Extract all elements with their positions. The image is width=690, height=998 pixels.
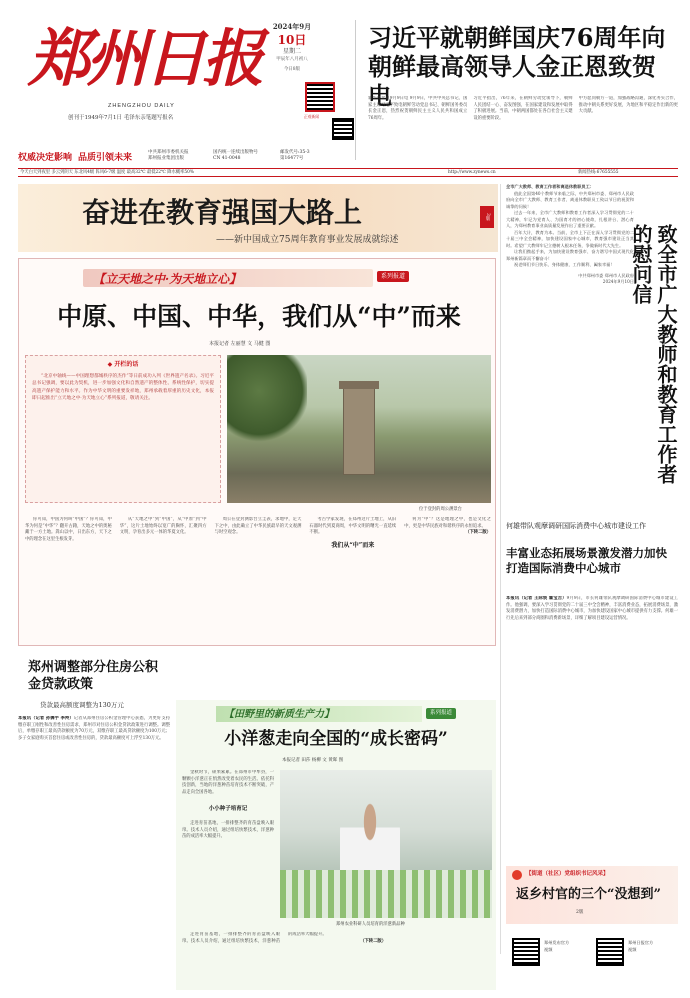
feature-paragraph: 何为“中”？这是地理之中，也是文化之中，更是中华民族对和谐秩序的永恒追求。 [404, 517, 491, 529]
party-tag: 【街道（社区）党组织书记风采】 [526, 871, 609, 877]
onion-paragraph: 走进育苗基地，一排排整齐的育苗盘映入眼帘。技术人员介绍，通过组培快繁技术，洋葱种苗的成活率大幅提升。 [182, 821, 274, 840]
letter-paragraph: 百年大计，教育为本。当前，全市上下正在深入学习贯彻党的二十届三中全会精神，加快建设国家中心城市，教育强市建设正当其时。希望广大教师牢记立德树人根本任务，争做新时代大先生。 [506, 229, 634, 248]
letter-headline[interactable]: 致全市广大教师和教育工作者的慰问信 [629, 224, 678, 484]
countryside-tag-bar [216, 706, 422, 722]
feature-box [18, 258, 496, 646]
slogan: 权威决定影响 [18, 153, 73, 163]
banner-title: 奋进在教育强国大路上 [82, 196, 363, 229]
feature-paragraph: 周公在登封测影台立圭表，求地中，定天下之中，由此确立了中华民族最早的天文观测与时空观念。 [214, 517, 302, 536]
postal-code: 邮发代号:35-3 [280, 150, 310, 155]
countryside-tag: 【田野里的新质生产力】 [224, 709, 334, 720]
opener-box [25, 355, 221, 503]
newspaper-logo: 郑州日报 [28, 22, 261, 95]
story-kicker: 何雄带队观摩调研国际消费中心城市建设工作 [506, 522, 646, 530]
publisher: 郑州报业集团出版 [148, 156, 184, 162]
party-page: 2版 [576, 910, 584, 915]
feature-body [25, 517, 491, 641]
qr-code-icon[interactable] [305, 82, 335, 112]
consumption-story [506, 522, 678, 850]
onion-subhead: 小小种子培育记 [208, 805, 248, 812]
party-emblem-icon [512, 870, 522, 880]
qr-code-icon[interactable] [596, 938, 624, 966]
banner-subtitle: ——新中国成立75周年教育事业发展成就综述 [216, 235, 399, 245]
onion-paragraph: 金秋时节，硕果累累。在郑州市中牟县，一颗颗小洋葱正在悄然改变着农民的生活。依托科技创新，当地的洋葱种苗培育技术不断突破，产品走向全国各地。 [182, 770, 274, 795]
loan-body: 记者从郑州住房公积金管理中心获悉，为更好支持缴存职工刚性和改善性住房需求，郑州市对住房公积金贷款政策进行调整。调整后，单缴存职工最高贷款额度为70万元，双缴存职工最高贷款额度为100万元；多子女家庭购买首套住房或改善性住房的，贷款最高额度可上浮至130万元。 [18, 716, 170, 741]
lead-headline[interactable]: 习近平就朝鲜国庆76周年向朝鲜最高领导人金正恩致贺电 [368, 23, 666, 110]
feature-paragraph: 考古学家发现，在郑州这片土地上，从旧石器时代到夏商周，中华文明的曙光一直延续不断。 [309, 517, 397, 536]
photo-caption: 位于登封的周公测景台 [419, 507, 462, 512]
feature-paragraph: 你可知，中国为何叫“中国”？你可知，中华为何是“中华”？翻开古籍，天地之中的奥秘藏于一方土地。嵩山以中，日出东方，天下之中的理念在这里生根发芽。 [25, 517, 112, 542]
loan-byline: 本报讯（记者 孙儒宇 李羚） [18, 716, 74, 721]
serial-number: 第16477号 [280, 156, 304, 162]
series-tag: 【立天地之中·为天地立心】 [93, 272, 242, 286]
story-byline: 本报讯（记者 王际宸 霍宝吉） [506, 596, 567, 601]
cn-code: CN 41-0048 [213, 156, 241, 162]
feature-photo[interactable] [227, 355, 491, 503]
letter-paragraph: 让我们携起手来，为加快建设教育强市、奋力谱写中国式现代化郑州新篇章而不懈奋斗！ [506, 249, 634, 261]
banner-page-tag: 3版 [480, 206, 494, 228]
tree-shape [227, 355, 307, 445]
teacher-letter [506, 184, 678, 500]
weather-text: 今天白天到夜里 多云到阴天 东北风4级 阵风6-7级 温度 最高32℃ 最低22℃ 降水概率50% [20, 170, 194, 175]
date-block [262, 22, 322, 73]
onion-paragraph: 走进育苗基地，一排排整齐的育苗盘映入眼帘。技术人员介绍，通过组培快繁技术，洋葱种苗的成活率大幅提升。 [182, 932, 327, 944]
issue-weekday: 星期二 [282, 48, 301, 56]
lead-paragraph: 中方愿同朝方一道，加强战略沟通，深化务实合作，推动中朝关系更好发展，为地区和平稳定作出新的更大贡献。 [578, 96, 678, 115]
seedling-tray [280, 870, 492, 918]
onion-photo[interactable] [280, 770, 492, 918]
slogan-row [18, 150, 348, 170]
feature-subhead: 我们从“中”而来 [331, 541, 375, 549]
onion-byline: 本报记者 田莎 杨柳 文 黄晖 图 [282, 758, 344, 763]
lead-body [368, 96, 678, 158]
hotline: 新闻热线:67655555 [578, 170, 619, 175]
tower-shape [343, 385, 375, 475]
letter-paragraph: 值此全国第40个教师节来临之际，中共郑州市委、郑州市人民政府向全市广大教师、教育工作者、离退休教职员工致以节日的祝贺和诚挚的问候！ [506, 190, 634, 209]
continued-note: （下转二版） [465, 530, 491, 536]
tower-top [339, 381, 379, 389]
letter-paragraph: 过去一年来，全市广大教师和教育工作者深入学习贯彻党的二十大精神，牢记为党育人、为国育才的初心使命，扎根讲台、潜心育人，为郑州教育事业高质量发展作出了重要贡献。 [506, 210, 634, 228]
slogan: 品质引领未来 [78, 153, 133, 163]
party-headline: 返乡村官的三个“没想到” [516, 887, 661, 902]
onion-story [176, 700, 496, 990]
qr-code-icon[interactable] [512, 938, 540, 966]
story-headline[interactable]: 丰富业态拓展场景激发潜力加快打造国际消费中心城市 [506, 546, 667, 575]
lead-paragraph: 新华社北京9月9日电 9月9日，中共中央总书记、国家主席习近平致电朝鲜劳动党总书记、朝鲜国务委员长金正恩，热烈祝贺朝鲜民主主义人民共和国成立76周年。 [368, 96, 468, 121]
onion-headline[interactable]: 小洋葱走向全国的“成长密码” [224, 729, 448, 749]
story-body: 9月9日，市长何雄带队观摩调研国际消费中心城市建设工作。他强调，要深入学习贯彻党的二十届三中全会精神，丰富消费业态，拓展消费场景，激发消费潜力，加快打造国际消费中心城市，为加快建设国家中心城市提供有力支撑。何雄一行先后来到部分商圈和消费新场景，详细了解项目建设运营情况。 [506, 596, 678, 621]
opener-label [32, 360, 214, 369]
issue-date: 2024年9月 [272, 22, 312, 31]
english-name: ZHENGZHOU DAILY [108, 103, 175, 109]
letter-paragraph: 祝老师们节日快乐、身体健康、工作顺利、阖家幸福！ [514, 262, 615, 267]
countryside-label: 系列报道 [426, 708, 456, 719]
education-banner[interactable] [18, 184, 498, 252]
loan-story [18, 660, 170, 960]
lunar-date: 甲辰年八月初八 [276, 56, 308, 62]
letter-signer: 中共郑州市委 郑州市人民政府 [578, 272, 634, 278]
series-tag-bar [83, 269, 373, 287]
party-box[interactable] [506, 866, 678, 924]
issuer: 中共郑州市委机关报 [148, 150, 189, 155]
series-label: 系列报道 [377, 271, 409, 282]
founded-note: 创刊于1949年7月1日 毛泽东亲笔题写报名 [68, 115, 174, 121]
issue-day: 10日 [277, 32, 307, 47]
website-link[interactable]: http://www.zynews.cn [448, 170, 496, 175]
loan-headline[interactable]: 郑州调整部分住房公积金贷款政策 [28, 660, 159, 692]
lead-paragraph: 习近平指出，76年来，在朝鲜劳动党领导下，朝鲜人民团结一心、奋发图强，在国家建设和发展中取得了积极进展。当前，中朝两国都处在各自社会主义建设的重要阶段。 [473, 96, 573, 121]
page-count: 今日8版 [283, 66, 301, 72]
qr-label: 郑州日报官方视频 [628, 940, 654, 952]
qr-label: 郑州发布官方视频 [544, 940, 570, 952]
feature-byline: 本报记者 左丽慧 文 马健 图 [209, 341, 271, 347]
app-label: 正观新闻 [304, 114, 320, 119]
loan-subhead: 贷款最高额度调整为130万元 [40, 701, 124, 709]
opener-icon: ◆ [107, 361, 115, 368]
onion-caption: 郑州农业科研人员培育的洋葱新品种 [336, 922, 405, 927]
feature-paragraph: 从“天地之中”到“中国”，从“中原”到“中华”，这片土地始终以宽广的胸怀，汇聚四方文明，孕育出多元一体的华夏文化。 [119, 517, 207, 536]
weibo-qr-icon[interactable] [332, 118, 354, 140]
opener-text: “北京中轴线——中国理想都城秩序的杰作”等日前成功入列《世界遗产名录》。习近平总书记强调，要以此为契机，进一步加强文化和自然遗产的整体性、系统性保护，切实提高遗产保护能力和水平。作为中华文明的重要发祥地，郑州承载着厚重的历史文化，本报即日起推出“立天地之中·为天地立心”系列报道，敬请关注。 [32, 374, 214, 401]
letter-intro: 全市广大教师、教育工作者和离退休教职员工： [506, 184, 594, 189]
feature-headline[interactable]: 中原、中国、中华，我们从“中”而来 [57, 302, 461, 331]
opener-label-text: 开栏的话 [114, 361, 139, 368]
letter-date: 2024年9月10日 [602, 279, 634, 284]
cn-label: 国内统一连续出版物号 [213, 150, 258, 155]
continued-note: （下转二版） [360, 938, 386, 944]
weather-bar [18, 168, 678, 177]
